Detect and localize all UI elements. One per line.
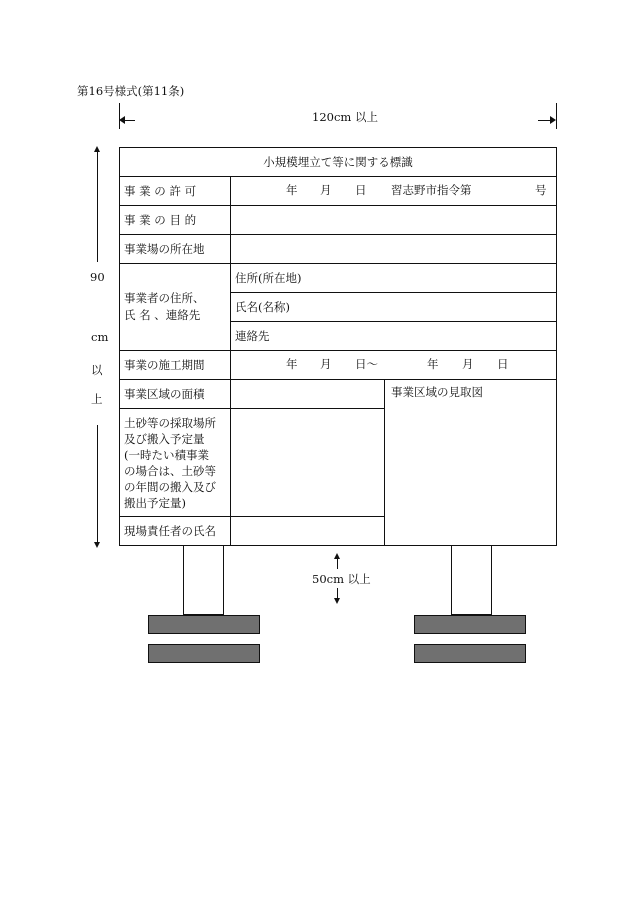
right-post (451, 546, 492, 615)
height-label-cm: cm (91, 330, 109, 344)
form-title: 第16号様式(第11条) (77, 84, 185, 98)
map-label: 事業区域の見取図 (391, 385, 483, 399)
period-end-month: 月 (462, 357, 474, 371)
location-label: 事業場の所在地 (124, 242, 205, 256)
area-label: 事業区域の面積 (124, 387, 205, 401)
period-start-day: 日〜 (355, 357, 378, 371)
soil-label-line4: の場合は、土砂等 (124, 464, 216, 478)
soil-label-line6: 搬出予定量) (124, 496, 186, 510)
period-end-day: 日 (497, 357, 509, 371)
permit-number: 号 (535, 183, 547, 197)
operator-label-line2: 氏 名 、連絡先 (124, 308, 201, 322)
permit-authority: 習志野市指令第 (391, 183, 472, 197)
operator-contact-field: 連絡先 (235, 329, 270, 343)
permit-label: 事 業 の 許 可 (124, 184, 197, 198)
purpose-label: 事 業 の 目 的 (124, 213, 197, 227)
right-base-lower (414, 644, 526, 663)
operator-name-field: 氏名(名称) (235, 300, 290, 314)
period-start-month: 月 (320, 357, 332, 371)
permit-day: 日 (355, 183, 367, 197)
period-label: 事業の施工期間 (124, 358, 205, 372)
width-label: 120cm 以上 (312, 110, 378, 124)
height-label-i: 以 (91, 363, 103, 377)
manager-label: 現場責任者の氏名 (124, 524, 216, 538)
period-start-year: 年 (286, 357, 298, 371)
left-post (183, 546, 224, 615)
soil-label-line2: 及び搬入予定量 (124, 432, 205, 446)
soil-label-line5: の年間の搬入及び (124, 480, 216, 494)
permit-year: 年 (286, 183, 298, 197)
permit-month: 月 (320, 183, 332, 197)
left-base-upper (148, 615, 260, 634)
soil-label-line1: 土砂等の採取場所 (124, 416, 216, 430)
soil-label-line3: (一時たい積事業 (124, 448, 209, 462)
operator-address-field: 住所(所在地) (235, 271, 302, 285)
post-gap-label: 50cm 以上 (312, 572, 371, 586)
right-base-upper (414, 615, 526, 634)
height-label-jou: 上 (91, 392, 103, 406)
operator-label-line1: 事業者の住所、 (124, 291, 205, 305)
period-end-year: 年 (427, 357, 439, 371)
left-base-lower (148, 644, 260, 663)
height-label-90: 90 (90, 270, 105, 284)
sign-heading: 小規模埋立て等に関する標識 (263, 155, 413, 169)
